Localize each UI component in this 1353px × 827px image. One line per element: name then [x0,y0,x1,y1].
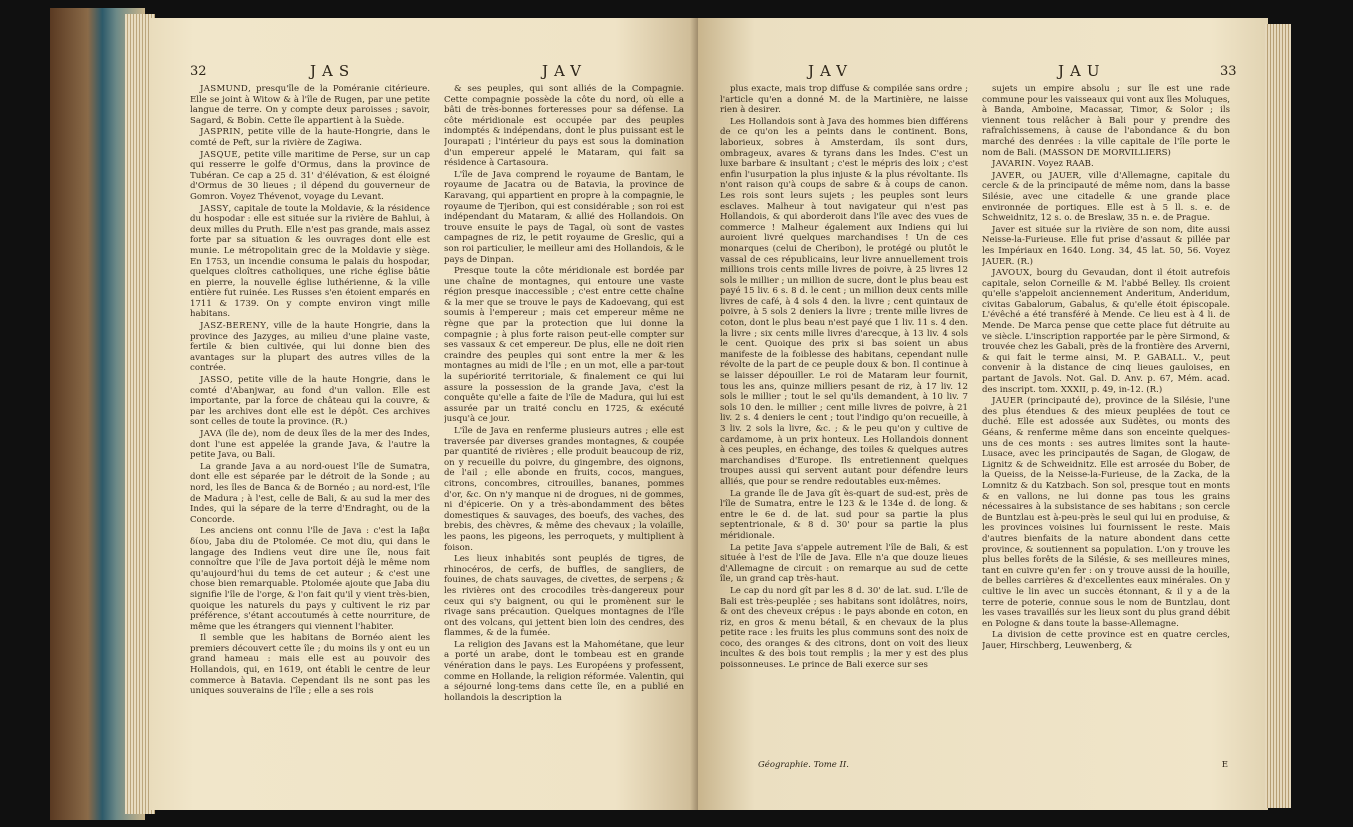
entry-text: Les Hollandois sont à Java des hommes bien différens de ce qu'on les a peints dans le continent. Bons, laborieux, sobres à Amsterdam, ils sont durs, ombrageux, avares & tyrans dans les Indes. C'est un luxe barbare & insultant ; c'est le mépris des loix ; c'est enfin l'usurpation la plus injuste & la plus révoltante. Ils n'ont raison qu'à coups de sabre & à coups de canon. Les rois sont leurs sujets ; les peuples sont leurs esclaves. Malheur à tout navigateur qui n'est pas Hollandois, & qui aborderoit dans l'île avec des vues de commerce ! Malheur également aux Indiens qui lui auroient livré quelques marchandises ! Un de ces monarques (celui de Cheribon), le protégé ou plutôt le vassal de ces républicains, leur livre annuellement trois millions trois cents mille livres de poivre, à 25 livres 12 sols le millier ; un million de sucre, dont le plus beau est payé 15 liv. 6 s. 8 d. le cent ; un million deux cents mille livres de café, à 4 sols 4 den. la livre ; cent quintaux de poivre, à 5 sols 2 deniers la livre ; trente mille livres de coton, dont le plus beau n'est payé que 1 liv. 11 s. 4 den. la livre ; six cents mille livres d'arecque, à 13 liv. 4 sols le cent. Quoique des prix si bas soient un abus manifeste de la foiblesse des habitans, cependant nulle révolte de la part de ce peuple doux & bon. Il continue à se laisser dépouiller. Le roi de Mataram leur fournit, tous les ans, quinze milliers pesant de riz, à 17 liv. 12 sols le millier ; tout le sel qu'ils demandent, à 10 liv. 7 sols 10 den. le millier ; cent mille livres de poivre, à 21 liv. 2 s. 4 deniers le cent ; tout l'indigo qu'on recueille, à 3 liv. 2 sols la livre, &c. ; & le peu qu'on y cultive de cardamome, à un prix honteux. Les Hollandois donnent à ces peuples, en échange, des toiles & quelques autres marchandises d'Europe. Ils entretiennent quelques troupes aussi qui servent autant pour défendre leurs alliés, que pour se rendre redoutables eux-mêmes. [720,116,968,487]
entry-paragraph [982,396,1230,629]
entry-paragraph [190,429,430,461]
entry-paragraph [720,586,968,671]
right-page [698,18,1268,810]
entry-text: La grande île de Java gît ès-quart de sud-est, près de l'île de Sumatra, entre le 123 & le 134e d. de long. & entre le 6e d. de lat. sud pour sa partie la plus septentrionale, & 8 d. 30' pour sa partie la plus méridionale. [720,488,968,541]
left-page [150,18,698,810]
entry-text: , petite ville de la haute Hongrie, dans le comté d'Abanjwar, au fond d'un vallon. Elle est importante, par la force de château qui la couvre, & par les archives dont elle est le dépôt. Ces archives sont celles de toute la province. (R.) [190,375,430,428]
entry-paragraph [190,204,430,321]
entry-text: Presque toute la côte méridionale est bordée par une chaîne de montagnes, qui entoure une vaste région presque inaccessible ; c'est entre cette chaîne & la mer que se trouve le pays de Kadoevang, qui est soumis à l'empereur ; mais cet empereur même ne règne que par la protection que lui donne la compagnie ; à plus forte raison peut-elle compter sur ses vassaux & cet empereur. De plus, elle ne doit rien craindre des peuples qui sont entre la mer & les montagnes au midi de l'île ; en un mot, elle a par-tout la supériorité territoriale, & finalement ce qui lui assure la possession de la grande Java, c'est la conquête qu'elle a faite de l'île de Madura, qui lui est assurée par un traité conclu en 1725, & exécuté jusqu'à ce jour. [444,266,684,425]
entry-headword: JASPRIN [200,127,241,138]
entry-text: L'île de Java comprend le royaume de Bantam, le royaume de Jacatra ou de Batavia, la province de Karavang, qui appartient en propre à la compagnie, le royaume de Tjeribon, qui est considérable ; son roi est indépendant du Mataram, & allié des Hollandois. On trouve ensuite le pays de Tagal, où sont de vastes campagnes de riz, le petit royaume de Greslic, qui a son roi particulier, le meilleur ami des Hollandois, & le pays de Dinpan. [444,169,684,265]
right-columns [720,84,1230,774]
entry-paragraph [982,171,1230,224]
entry-text: sujets un empire absolu ; sur île est une rade commune pour les vaisseaux qui vont aux îles Moluques, à Banda, Amboine, Macassar, Timor, & Solor ; ils viennent tous relâcher à Bali pour y prendre des rafraîchissemens, à cause de l'abondance & du bon marché des denrées : la ville capitale de l'île porte le nom de Bali. (MASSON DE MORVILLIERS) [982,84,1230,158]
entry-paragraph [444,170,684,265]
entry-headword: JASMUND [200,84,249,94]
entry-paragraph [190,84,430,126]
entry-paragraph [982,630,1230,651]
right-folio: 33 [1220,64,1237,79]
entry-paragraph [444,84,684,169]
right-column-1 [720,84,968,774]
entry-paragraph [982,268,1230,395]
entry-text: (île de), nom de deux îles de la mer des Indes, dont l'une est appelée la grande Java, & l'autre la petite Java, ou Bali. [190,429,430,461]
entry-headword: JAVOUX [992,268,1030,279]
left-folio: 32 [190,64,207,79]
entry-paragraph [190,526,430,632]
entry-paragraph [444,640,684,704]
entry-paragraph [982,225,1230,267]
right-running-head-2: JAU [1058,62,1106,80]
left-running-head-1: JAS [310,62,356,80]
left-running-head-2: JAV [542,62,587,80]
entry-paragraph [444,554,684,639]
page-footer: Géographie. Tome II. [758,760,849,770]
left-column-1 [190,84,430,774]
entry-paragraph [444,266,684,425]
entry-text: Le cap du nord gît par les 8 d. 30' de lat. sud. L'île de Bali est très-peuplée ; ses habitans sont idolâtres, noirs, & ont des cheveux crépus : le pays abonde en coton, en riz, en gros & menu bétail, & en chevaux de la plus petite race : les fruits les plus communs sont des noix de coco, des oranges & des citrons, dont on voit des lieux incultes & des bois tout remplis ; la mer y est des plus poissonneuses. Le prince de Bali exerce sur ses [720,585,968,671]
entry-text: , bourg du Gevaudan, dont il étoit autrefois capitale, selon Corneille & M. l'abbé Belley. Ils croient qu'elle s'appeloit anciennement Anderitum, Anderidum, civitas Gabalorum, Gabalus, & qu'elle étoit épiscopale. L'évêché a été transféré à Mende. Ce lieu est à 4 li. de Mende. De Marca pense que cette place fut détruite au ve siècle. L'inscription rapportée par le père Sirmond, & trouvée chez les Gabali, près de la frontière des Arverni, & qui fait le terme ainsi, M. P. GABALL. V., peut convenir à la distance de cinq lieues gauloises, en partant de Javols. Not. Gal. D. Anv. p. 67, Mém. acad. des inscript. tom. XXXII, p. 49, in-12. (R.) [982,268,1230,395]
entry-paragraph [720,543,968,585]
entry-text: & ses peuples, qui sont alliés de la Compagnie. Cette compagnie possède la côte du nord, où elle a bâti de très-bonnes forteresses pour sa défense. La côte méridionale est occupée par des peuples indomptés & indépendans, dont le plus puissant est le Jourapati ; l'intérieur du pays est sous la domination d'un empereur appelé le Mataram, qui fait sa résidence à Cartasoura. [444,84,684,169]
entry-headword: JAVA [200,429,223,439]
entry-paragraph [444,426,684,553]
open-book [50,8,1320,820]
entry-text: La grande Java a au nord-ouest l'île de Sumatra, dont elle est séparée par le détroit de la Sonde ; au nord, les îles de Banca & de Bornéo ; au nord-est, l'île de Madura ; à l'est, celle de Bali, & au sud la mer des Indes, qui la sépare de la terre d'Endraght, ou de la Concorde. [190,461,430,525]
left-column-2 [444,84,684,774]
entry-headword: JAVER [992,170,1022,181]
entry-paragraph [190,321,430,374]
entry-paragraph [190,150,430,203]
entry-text: La religion des Javans est la Mahométane, que leur a porté un arabe, dont le tombeau est en grande vénération dans le pays. Les Européens y professent, comme en Hollande, la religion réformée. Valentin, qui a séjourné long-tems dans cette île, en a publié en hollandois la description la [444,639,684,703]
entry-text: L'île de Java en renferme plusieurs autres ; elle est traversée par diverses grandes montagnes, & coupée par quantité de rivières ; elle produit beaucoup de riz, on y recueille du poivre, du gingembre, des oignons, de l'ail ; elle abonde en fruits, cocos, mangues, citrons, concombres, citrouilles, bananes, pommes d'or, &c. On n'y manque ni de drogues, ni de gommes, ni d'épicerie. On y a très-abondamment des bêtes domestiques & sauvages, des boeufs, des vaches, des brebis, des chèvres, & même des chevaux ; la volaille, les paons, les pigeons, les perroquets, y multiplient à foison. [444,426,684,553]
entry-text: Les anciens ont connu l'île de Java : c'est la Iaβα δίου, Jaba diu de Ptolomée. Ce mot diu, qui dans le langage des Indiens veut dire une île, nous fait connoître que l'île de Java portoit déjà le même nom qu'aujourd'hui du tems de cet auteur ; & c'est une chose bien remarquable. Ptolomée ajoute que Jaba diu signifie l'île de l'orge, & l'on fait qu'il y vient très-bien, quoique les naturels du pays y cultivent le riz par préférence, s'étant accoutumés à cette nourriture, de même que les étrangers qui viennent l'habiter. [190,526,430,632]
entry-paragraph [720,117,968,488]
entry-paragraph [190,127,430,148]
entry-headword: JAUER [992,396,1024,407]
right-column-2 [982,84,1230,774]
entry-text: (principauté de), province de la Silésie, l'une des plus étendues & des mieux peuplées de tout ce duché. Elle est adossée aux Sudètes, ou monts des Géans, & renferme même dans son enceinte quelques-uns de ces monts : ses autres limites sont la haute-Lusace, avec les principautés de Sagan, de Glogaw, de Lignitz & de Schweidnitz. Elle est arrosée du Bober, de la Queiss, de la Neisse-la-Furieuse, de la Zacka, de la Lomnitz & du Katzbach. Son sol, presque tout en monts & en vallons, ne lui donne pas tous les grains nécessaires à la subsistance de ses habitans ; son cercle de Buntzlau est à-peu-près le seul qui lui en produise, & les provinces voisines lui fournissent le reste. Mais d'autres bienfaits de la nature abondent dans cette province, & soutiennent sa population. L'on y trouve les plus belles forêts de la Silésie, & ses meilleures mines, tant en cuivre qu'en fer : on y trouve aussi de la houille, de belles carrières & d'excellentes eaux minérales. On y cultive le lin avec un succès étonnant, & il y a de la terre de poterie, connue sous le nom de Buntzlau, dont les vases travaillés sur les lieux sont du plus grand débit en Pologne & dans toute la basse-Allemagne. [982,396,1230,629]
entry-text: Les lieux inhabités sont peuplés de tigres, de rhinocéros, de cerfs, de buffles, de sangliers, de fouines, de chats sauvages, de civettes, de serpens ; & les rivières ont des crocodiles très-dangereux pour ceux qui s'y baignent, ou qui le promènent sur le rivage sans précaution. Quelques montagnes de l'île ont des volcans, qui jettent bien loin des cendres, des flammes, & de la fumée. [444,554,684,639]
entry-headword: JASSO [200,375,230,386]
entry-paragraph [720,84,968,116]
entry-headword: JASSY [200,203,229,214]
entry-headword: JASZ-BERENY [200,321,267,332]
entry-paragraph [190,375,430,428]
entry-headword: JASQUE [200,149,238,160]
signature-mark: E [1221,760,1228,770]
entry-text: La division de cette province est en quatre cercles, Jauer, Hirschberg, Leuwenberg, & [982,630,1230,651]
left-columns [190,84,684,774]
right-running-head-1: JAV [808,62,853,80]
entry-headword: JAVARIN [992,159,1033,170]
entry-text: Il semble que les habitans de Bornéo aient les premiers découvert cette île ; du moins ils y ont eu un grand hameau : mais elle est au pouvoir des Hollandois, qui, en 1619, ont établi le centre de leur commerce à Batavia. Cependant ils ne sont pas les uniques souverains de l'île ; elle a ses rois [190,633,430,697]
entry-paragraph [982,159,1230,170]
entry-paragraph [190,633,430,697]
entry-paragraph [190,462,430,526]
entry-paragraph [720,489,968,542]
entry-paragraph [982,84,1230,158]
right-page-stack [1265,24,1291,808]
entry-text: Javer est située sur la rivière de son nom, dite aussi Neisse-la-Furieuse. Elle fut prise d'assaut & pillée par les Impériaux en 1640. Long. 34, 45 lat. 50, 56. Voyez JAUER. (R.) [982,224,1230,267]
entry-text: , presqu'île de la Poméranie citérieure. Elle se joint à Witow & à l'île de Rugen, par une petite langue de terre. On y compte deux paroisses ; savoir, Sagard, & Bobin. Cette île appartient à la Suède. [190,84,430,126]
entry-text: plus exacte, mais trop diffuse & compilée sans ordre ; l'article qu'en a donné M. de la Martinière, ne laisse rien à desirer. [720,84,968,116]
entry-text: , petite ville de la haute-Hongrie, dans le comté de Peft, sur la rivière de Zagiwa. [190,127,430,148]
entry-text: , petite ville maritime de Perse, sur un cap qui resserre le golfe d'Ormus, dans la province de Tubéran. Ce cap a 25 d. 31' d'élévation, & est éloigné d'Ormus de 30 lieues ; il dépend du gouverneur de Gomron. Voyez Thévenot, voyage du Levant. [190,149,430,202]
entry-text: . Voyez RAAB. [1032,159,1094,170]
entry-text: La petite Java s'appele autrement l'île de Bali, & est située à l'est de l'île de Java. Elle n'a que douze lieues d'Allemagne de circuit : on remarque au sud de cette île, un grand cap très-haut. [720,542,968,585]
entry-text: , ville de la haute Hongrie, dans la province des Jazyges, au milieu d'une plaine vaste, fertile & bien cultivée, qui lui donne bien des avantages sur la plupart des autres villes de la contrée. [190,321,430,374]
entry-text: , capitale de toute la Moldavie, & la résidence du hospodar : elle est située sur la rivière de Bahlui, à deux milles du Pruth. Elle n'est pas grande, mais assez forte par sa situation & les ouvrages dont elle est munie. Le métropolitain grec de la Moldavie y siège. En 1753, un incendie consuma le palais du hospodar, quelques cloîtres catholiques, une riche église bâtie en pierre, la nouvelle église luthérienne, & la ville entière fut ruinée. Les Russes s'en étoient emparés en 1711 & 1739. On y compte environ vingt mille habitans. [190,203,430,320]
entry-text: , ou JAUER, ville d'Allemagne, capitale du cercle & de la principauté de même nom, dans la basse Silésie, avec une citadelle & une grande place environnée de portiques. Elle est à 5 ll. s. e. de Schweidnitz, 12 s. o. de Breslaw, 35 n. e. de Prague. [982,170,1230,224]
